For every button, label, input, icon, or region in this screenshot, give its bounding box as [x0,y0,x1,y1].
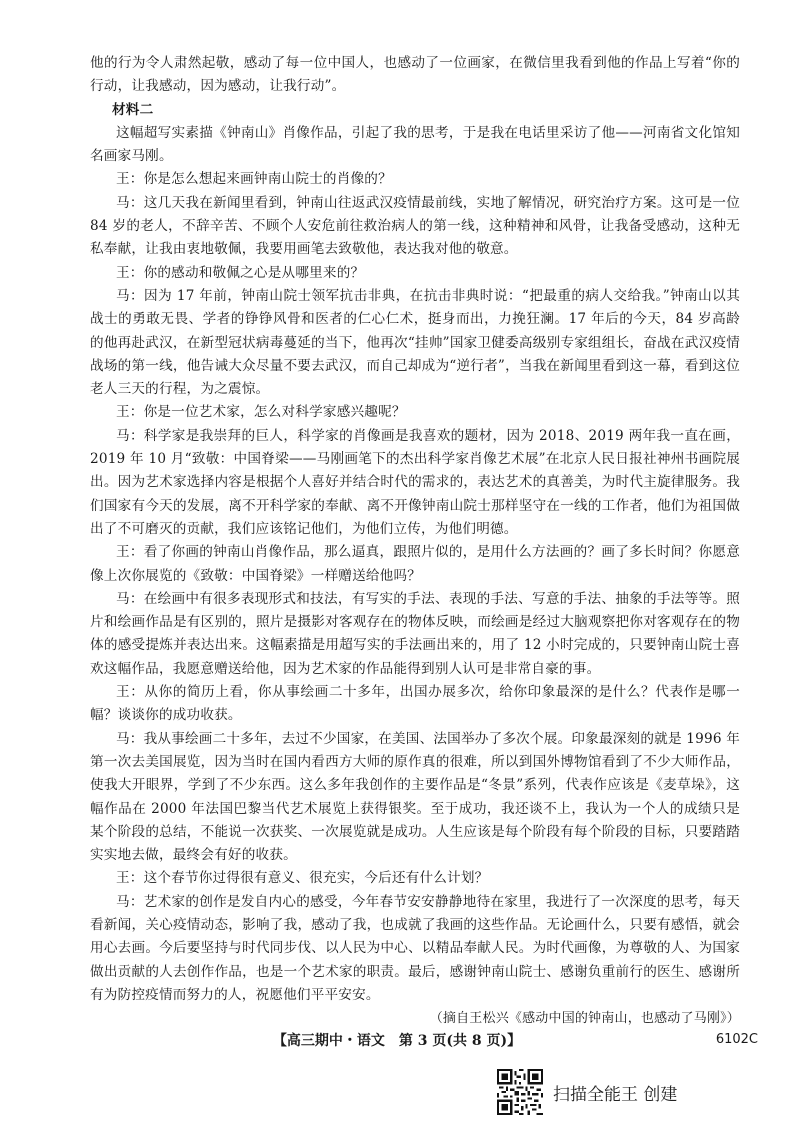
scanner-watermark [497,1068,677,1116]
paragraph: 王：从你的简历上看，你从事绘画二十多年，出国办展多次，给你印象最深的是什么？代表作是哪一幅？谈谈你的成功收获。 [90,684,740,724]
paragraph: 马：这几天我在新闻里看到，钟南山往返武汉疫情最前线，实地了解情况，研究治疗方案。这可是一位 84 岁的老人，不辞辛苦、不顾个人安危前往救治病人的第一线，这种精神和风骨，让我备受感动，这种无私奉献，让我由衷地敬佩，我要用画笔去致敬他，表达我对他的敬意。 [90,194,740,258]
paragraph: 王：你的感动和敬佩之心是从哪里来的？ [116,264,365,281]
paragraph: 王：看了你画的钟南山肖像作品，那么逼真，跟照片似的，是用什么方法画的？画了多长时间？你愿意像上次你展览的《致敬：中国脊梁》一样赠送给他吗？ [90,544,740,584]
paragraph: 马：科学家是我崇拜的巨人，科学家的肖像画是我喜欢的题材，因为 2018、2019 两年我一直在画，2019 年 10 月“致敬：中国脊梁——马刚画笔下的杰出科学家肖像艺术展”在北京人民日报社神州书画院展出。因为艺术家选择内容是根据个人喜好并结合时代的需求的，表达艺术的真善美，为时代主旋律服务。我们国家有今天的发展，离不开科学家的奉献、离不开像钟南山院士那样坚守在一线的工作者，他们为祖国做出了不可磨灭的贡献，我们应该铭记他们，为他们立传，为他们明德。 [90,427,740,537]
paragraph: 这幅超写实素描《钟南山》肖像作品，引起了我的思考，于是我在电话里采访了他——河南省文化馆知名画家马刚。 [90,124,740,165]
page-footer [0,1030,794,1054]
paragraph: 他的行为令人肃然起敬，感动了每一位中国人，也感动了一位画家，在微信里我看到他的作品上写着“你的行动，让我感动，因为感动，让我行动”。 [90,55,740,95]
source-citation: （摘自王松兴《感动中国的钟南山，也感动了马刚》） [429,1011,740,1027]
section-heading: 材料二 [112,101,154,118]
paragraph: 王：你是怎么想起来画钟南山院士的肖像的？ [116,171,392,188]
paragraph: 王：你是一位艺术家，怎么对科学家感兴趣呢？ [116,404,406,421]
scanner-app-label: 扫描全能王 创建 [553,1084,678,1105]
article-body [90,52,740,1030]
paper-code: 6102C [715,1032,758,1047]
page-number-label: 【高三期中・语文 第 3 页(共 8 页)】 [272,1033,522,1049]
paragraph: 马：我从事绘画二十多年，去过不少国家，在美国、法国举办了多次个展。印象最深刻的就是 1996 年第一次去美国展览，因为当时在国内看西方大师的原作真的很难，所以到国外博物馆看到了不少大师作品，使我大开眼界，学到了不少东西。这么多年我创作的主要作品是“冬景”系列，代表作应该是《麦草垛》，这幅作品在 2000 年法国巴黎当代艺术展览上获得银奖。至于成功，我还谈不上，我认为一个人的成绩只是某个阶段的总结，不能说一次获奖、一次展览就是成功。人生应该是每个阶段有每个阶段的目标，只要踏踏实实地去做，最终会有好的收获。 [90,730,740,864]
paragraph: 马：艺术家的创作是发自内心的感受，今年春节安安静静地待在家里，我进行了一次深度的思考，每天看新闻，关心疫情动态，影响了我，感动了我，也成就了我画的这些作品。无论画什么，只要有感悟，就会用心去画。今后要坚持与时代同步伐、以人民为中心、以精品奉献人民。为时代画像，为尊敬的人、为国家做出贡献的人去创作作品，也是一个艺术家的职责。最后，感谢钟南山院士、感谢负重前行的医生、感谢所有为防控疫情而努力的人，祝愿他们平平安安。 [90,893,740,1003]
paragraph: 王：这个春节你过得很有意义、很充实，今后还有什么计划？ [116,870,489,887]
qr-code-icon [497,1069,543,1115]
paragraph: 马：因为 17 年前，钟南山院士领军抗击非典，在抗击非典时说：“把最重的病人交给我。”钟南山以其战士的勇敢无畏、学者的铮铮风骨和医者的仁心仁术，挺身而出，力挽狂澜。17 年后的今天，84 岁高龄的他再赴武汉，在新型冠状病毒蔓延的当下，他再次“挂帅”国家卫健委高级别专家组组长，奋战在武汉疫情战场的第一线，他告诫大众尽量不要去武汉，而自己却成为“逆行者”，当我在新闻里看到这一幕，看到这位老人三天的行程，为之震惊。 [90,287,740,398]
paragraph: 马：在绘画中有很多表现形式和技法，有写实的手法、表现的手法、写意的手法、抽象的手法等等。照片和绘画作品是有区别的，照片是摄影对客观存在的物体反映，而绘画是经过大脑观察把你对客观存在的物体的感受提炼并表达出来。这幅素描是用超写实的手法画出来的，用了 12 小时完成的，只要钟南山院士喜欢这幅作品，我愿意赠送给他，因为艺术家的作品能得到别人认可是非常自豪的事。 [90,590,740,677]
